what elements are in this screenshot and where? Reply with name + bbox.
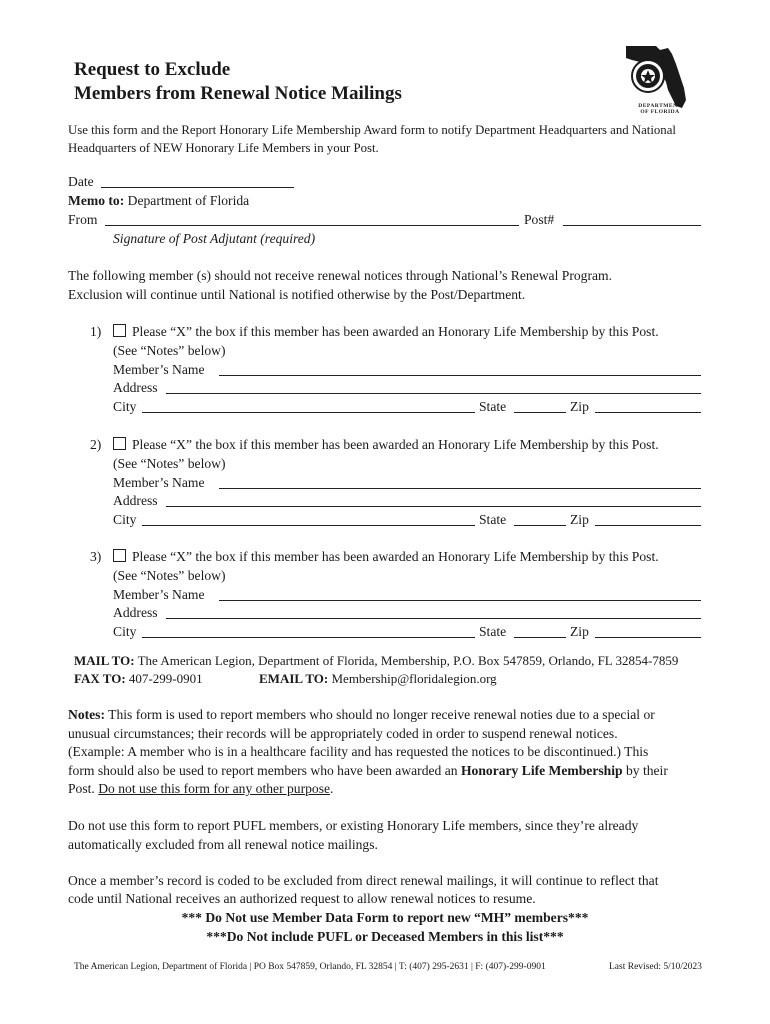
zip-label: Zip — [570, 624, 589, 639]
footer-revised-date: Last Revised: 5/10/2023 — [609, 962, 702, 972]
city-field-1[interactable] — [142, 412, 475, 413]
intro-line2: Headquarters of NEW Honorary Life Members in your Post. — [68, 141, 379, 155]
state-field-2[interactable] — [514, 525, 566, 526]
checkbox-instruction: Please “X” the box if this member has been awarded an Honorary Life Membership by this Post. — [132, 549, 659, 564]
checkbox-instruction: Please “X” the box if this member has been awarded an Honorary Life Membership by this Post. — [132, 437, 659, 452]
from-signature-field[interactable] — [105, 225, 519, 226]
member-name-label: Member’s Name — [113, 587, 205, 602]
address-label: Address — [113, 605, 158, 620]
city-field-3[interactable] — [142, 637, 475, 638]
city-field-2[interactable] — [142, 525, 475, 526]
see-notes: (See “Notes” below) — [113, 456, 226, 471]
state-label: State — [479, 512, 507, 527]
email-to: EMAIL TO: Membership@floridalegion.org — [259, 671, 497, 686]
see-notes: (See “Notes” below) — [113, 568, 226, 583]
coded-line2: code until National receives an authorized request to allow renewal notices to resume. — [68, 891, 536, 906]
zip-label: Zip — [570, 399, 589, 414]
zip-label: Zip — [570, 512, 589, 527]
post-label: Post# — [524, 212, 555, 227]
state-field-3[interactable] — [514, 637, 566, 638]
page-title-line1: Request to Exclude — [74, 59, 231, 80]
signature-note: Signature of Post Adjutant (required) — [113, 231, 316, 246]
address-field-3[interactable] — [166, 618, 701, 619]
zip-field-2[interactable] — [595, 525, 701, 526]
notes-line2: unusual circumstances; their records will be appropriately coded in order to suspend renewal notices. — [68, 726, 618, 741]
honorary-life-checkbox-1[interactable] — [113, 324, 126, 337]
intro-line1: Use this form and the Report Honorary Life Membership Award form to notify Department Headquarters and National — [68, 123, 676, 137]
honorary-life-checkbox-3[interactable] — [113, 549, 126, 562]
coded-line1: Once a member’s record is coded to be excluded from direct renewal mailings, it will continue to reflect that — [68, 873, 659, 888]
member-name-field-2[interactable] — [219, 488, 701, 489]
member-name-label: Member’s Name — [113, 475, 205, 490]
memo-to: Memo to: Department of Florida — [68, 193, 250, 208]
date-label: Date — [68, 174, 94, 189]
statement-line1: The following member (s) should not receive renewal notices through National’s Renewal Program. — [68, 268, 612, 283]
state-label: State — [479, 624, 507, 639]
address-label: Address — [113, 493, 158, 508]
fax-to: FAX TO: 407-299-0901 — [74, 671, 203, 686]
statement-line2: Exclusion will continue until National is notified otherwise by the Post/Department. — [68, 287, 526, 302]
zip-field-1[interactable] — [595, 412, 701, 413]
notes-line4: form should also be used to report members who have been awarded an Honorary Life Membership by their — [68, 763, 668, 778]
pufl-line1: Do not use this form to report PUFL members, or existing Honorary Life members, since they’re already — [68, 818, 639, 833]
warning-line1: *** Do Not use Member Data Form to report new “MH” members*** — [181, 910, 589, 925]
member-number: 3) — [90, 549, 102, 564]
page-title-line2: Members from Renewal Notice Mailings — [74, 83, 402, 104]
address-label: Address — [113, 380, 158, 395]
member-name-field-1[interactable] — [219, 375, 701, 376]
from-label: From — [68, 212, 98, 227]
notes-line5: Post. Do not use this form for any other purpose. — [68, 781, 334, 796]
state-label: State — [479, 399, 507, 414]
address-field-2[interactable] — [166, 506, 701, 507]
logo-caption: DEPARTMENT OF FLORIDA — [638, 103, 682, 115]
notes-line1: Notes: This form is used to report members who should no longer receive renewal noties due to a special or — [68, 707, 655, 722]
member-number: 1) — [90, 324, 102, 339]
member-name-field-3[interactable] — [219, 600, 701, 601]
notes-line3: (Example: A member who is in a healthcare facility and has requested the notices to be discontinued.) This — [68, 744, 649, 759]
state-field-1[interactable] — [514, 412, 566, 413]
footer-contact: The American Legion, Department of Florida | PO Box 547859, Orlando, FL 32854 | T: (407) 295-2631 | F: (407)-299-0901 — [74, 962, 546, 972]
city-label: City — [113, 399, 137, 414]
zip-field-3[interactable] — [595, 637, 701, 638]
member-number: 2) — [90, 437, 102, 452]
member-name-label: Member’s Name — [113, 362, 205, 377]
warning-line2: ***Do Not include PUFL or Deceased Members in this list*** — [206, 929, 564, 944]
post-number-field[interactable] — [563, 225, 701, 226]
pufl-line2: automatically excluded from all renewal notice mailings. — [68, 837, 378, 852]
mail-to: MAIL TO: The American Legion, Department of Florida, Membership, P.O. Box 547859, Orlando, FL 32854-7859 — [74, 653, 679, 668]
checkbox-instruction: Please “X” the box if this member has been awarded an Honorary Life Membership by this Post. — [132, 324, 659, 339]
date-field[interactable] — [101, 187, 294, 188]
honorary-life-checkbox-2[interactable] — [113, 437, 126, 450]
address-field-1[interactable] — [166, 393, 701, 394]
see-notes: (See “Notes” below) — [113, 343, 226, 358]
city-label: City — [113, 512, 137, 527]
city-label: City — [113, 624, 137, 639]
